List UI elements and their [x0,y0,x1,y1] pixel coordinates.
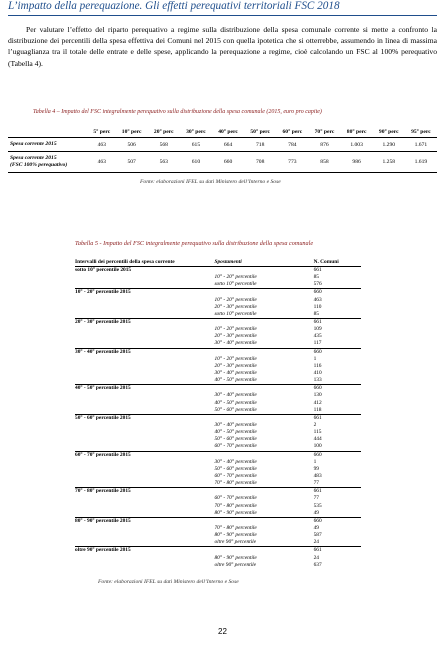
table5-move-row [75,392,361,399]
table5-move-blank [75,392,214,399]
table5-caption: Tabella 5 - Impatto del FSC integralmente perequativo sulla distribuzione della spesa comunale [75,240,314,247]
table5-group-blank [214,547,295,555]
table5-header-row [75,258,361,267]
table5-group-row [75,318,361,326]
table4-header-cell: 50° perc [244,126,276,138]
table5-move-blank [75,562,214,569]
table5-move-blank [75,281,214,289]
table5-move-blank [75,443,214,451]
table5-move-count: 412 [313,399,322,406]
table5-move-label: 40° - 50° percentile [214,377,257,384]
table5-source: Fonte: elaborazioni IFEL su dati Ministero dell’Interno e Sose [98,579,239,585]
table5-move-row [75,311,361,319]
table5-move-row [75,443,361,451]
table4-header-cell: 95° perc [405,126,437,138]
table5-move-blank [75,304,214,311]
table5-group-label: 10° - 20° percentile 2015 [75,289,214,297]
table4-cell: 664 [212,138,244,152]
table5-move-blank [75,274,214,281]
table4-cell: 660 [212,152,244,173]
table5-move-label: 60° - 70° percentile [214,473,257,479]
table5-move-row [75,495,361,502]
table5-move-label: 80° - 90° percentile [214,554,257,561]
table5-move-label: 30° - 40° percentile [214,392,257,399]
table5-group-total: 660 [296,385,361,393]
table5-move-blank [75,532,214,539]
section-title: L’impatto della perequazione. Gli effetti perequativi territoriali FSC 2018 [8,0,340,12]
table4-cell: 1.003 [341,138,373,152]
table4-row-label-line: Spesa corrente 2015 [10,141,57,147]
table5-move-count: 117 [313,340,322,347]
table5-move-label: 50° - 60° percentile [214,406,257,413]
table5-move-count: 85 [313,274,319,281]
table5-group-row [75,547,361,555]
table5-group-blank [214,289,295,297]
table5-move-count: 637 [313,561,322,568]
table5-group-row [75,289,361,297]
table5-move-label: 70° - 80° percentile [214,524,257,531]
table4-header-blank [8,126,88,138]
table4-cell: 784 [276,138,308,152]
table4-cell: 1.258 [373,152,405,173]
table4-row-label-sub: (FSC 100% perequativo) [10,162,68,168]
table4-row [8,152,437,173]
table4-cell: 876 [308,138,340,152]
table4-row-label [8,138,88,152]
table5-move-count: 116 [313,362,322,369]
table5-move-blank [75,333,214,340]
table4-cell: 1.619 [405,152,437,173]
table5-move-blank [75,356,214,363]
table4-cell: 563 [148,152,180,173]
table5-move-row [75,400,361,407]
table4 [8,126,437,173]
table5-move-label: 10° - 20° percentile [214,274,257,281]
table5-header-cell: Intervalli dei percentili della spesa corrente [75,258,214,267]
table5-group-label: oltre 90° percentile 2015 [75,547,214,555]
table4-header-cell: 30° perc [180,126,212,138]
table5-move-count: 99 [313,465,319,472]
table5-move-blank [75,422,214,429]
table5-move-label: 10° - 20° percentile [214,296,257,303]
table5-move-blank [75,554,214,561]
table5-move-blank [75,480,214,488]
table5-move-label: 60° - 70° percentile [214,443,257,450]
table5-move-label: 20° - 30° percentile [214,333,257,340]
table5-move-blank [75,311,214,319]
table5-move-label: 50° - 60° percentile [214,436,257,443]
table5-move-label: 30° - 40° percentile [214,458,257,465]
table5-move-label: 80° - 90° percentile [214,532,257,539]
table5-move-label: 20° - 30° percentile [214,303,257,310]
table5-move-row [75,466,361,473]
table5-group-blank [214,451,295,459]
table5-move-blank [75,495,214,502]
table4-cell: 615 [180,138,212,152]
table5-group-blank [214,414,295,422]
table5-move-label: 10° - 20° percentile [214,355,257,362]
table5-group-total: 660 [296,451,361,459]
table5-move-count: 576 [313,281,322,288]
table5-move-row [75,480,361,488]
table5-group-label: 70° - 80° percentile 2015 [75,488,214,496]
table4-header-cell: 40° perc [212,126,244,138]
table5-move-count: 1 [313,355,317,362]
table5-move-count: 77 [313,495,319,502]
table5-group-blank [214,267,295,275]
table5-move-count: 24 [313,554,319,561]
table5-move-blank [75,407,214,415]
table5-move-row [75,554,361,561]
table5-header-cell: Spostamenti [214,258,295,267]
table5-move-count: 2 [313,422,317,429]
table4-header-cell: 70° perc [308,126,340,138]
table4-cell: 568 [148,138,180,152]
table4-header-cell: 5° perc [88,126,116,138]
table5-move-count: 1 [313,458,317,465]
table5-move-blank [75,340,214,348]
table5-move-blank [75,473,214,480]
table5-move-count: 109 [313,326,322,333]
table4-cell: 506 [116,138,148,152]
table5-move-row [75,340,361,348]
table5-group-total: 661 [296,414,361,422]
table5-move-row [75,459,361,466]
table5-move-count: 85 [313,310,319,317]
table5-move-row [75,539,361,547]
table5-move-count: 130 [313,392,322,399]
table5-move-label: oltre 90° percentile [214,539,257,546]
body-paragraph: Per valutare l’effetto del riparto perequativo a regime sulla distribuzione della spesa comunale corrente si mette a confronto la distribuzione dei percentili della spesa effettiva dei Comuni nel 2015 con quella ipotetica che si otterrebbe, assumendo in linea di massima l’uguaglianza tra il totale delle entrate e delle spese, applicando la perequazione a regime, cioè calcolando un FSC al 100% perequativo (Tabella 4). [8,25,437,68]
table5-move-blank [75,466,214,473]
table5 [75,258,361,569]
table5-group-label: 60° - 70° percentile 2015 [75,451,214,459]
table5-move-blank [75,429,214,436]
table4-cell: 1.671 [405,138,437,152]
table5-move-label: 60° - 70° percentile [214,495,257,502]
table5-move-blank [75,539,214,547]
table5-move-row [75,562,361,569]
table5-group-label: 20° - 30° percentile 2015 [75,318,214,326]
table4-cell: 858 [308,152,340,173]
table5-move-blank [75,370,214,377]
table4-cell: 507 [116,152,148,173]
table5-move-label: sotto 10° percentile [214,281,257,288]
table5-move-count: 115 [313,429,322,436]
table5-move-blank [75,503,214,510]
table5-move-label: 30° - 40° percentile [214,422,257,429]
table5-move-blank [75,400,214,407]
table5-move-blank [75,326,214,333]
table5-group-total: 661 [313,267,322,274]
table5-group-total: 661 [296,547,361,555]
table5-group-row [75,414,361,422]
table5-move-row [75,363,361,370]
table5-group-row [75,517,361,525]
table5-group-label: 50° - 60° percentile 2015 [75,414,214,422]
table5-move-row [75,281,361,289]
table5-group-total: 661 [296,488,361,496]
table5-move-label: 50° - 60° percentile [214,465,257,472]
table4-row [8,138,437,152]
table5-move-count: 463 [313,296,322,303]
table4-row-label-line: Spesa corrente 2015 [10,155,57,161]
table5-group-row [75,348,361,356]
table5-group-total: 660 [296,289,361,297]
table4-header-cell: 10° perc [116,126,148,138]
table5-move-row [75,525,361,532]
table5-header-cell: N. Comuni [296,258,361,267]
table5-group-row [75,267,361,275]
table5-move-label: 70° - 80° percentile [214,502,257,509]
table5-move-blank [75,436,214,443]
table4-header-cell: 60° perc [276,126,308,138]
table4-cell: 708 [244,152,276,173]
table5-group-total: 660 [296,517,361,525]
table5-move-count: 24 [313,539,319,546]
table5-group-label: 80° - 90° percentile 2015 [75,517,214,525]
table5-move-count: 100 [313,443,322,450]
table5-group-label: 40° - 50° percentile 2015 [75,385,214,393]
table5-move-blank [75,377,214,385]
table5-move-label: 20° - 30° percentile [214,362,257,369]
table5-move-label: 10° - 20° percentile [214,326,257,333]
table5-move-blank [75,525,214,532]
table5-move-row [75,510,361,518]
table4-cell: 718 [244,138,276,152]
table5-move-count: 133 [313,377,322,384]
table4-cell: 463 [88,138,116,152]
table5-move-count: 110 [313,303,322,310]
table5-move-blank [75,459,214,466]
table5-group-row [75,451,361,459]
table5-move-row [75,304,361,311]
table5-move-row [75,356,361,363]
table5-move-count: 77 [313,480,319,487]
table5-move-blank [75,363,214,370]
table5-move-count: 483 [313,473,322,479]
table5-move-count: 118 [313,406,322,413]
table5-group-blank [214,517,295,525]
table4-cell: 773 [276,152,308,173]
page-number: 22 [218,627,227,636]
table5-group-total: 661 [296,318,361,326]
table5-move-label: sotto 10° percentile [214,310,257,317]
table5-move-count: 49 [313,509,319,516]
table5-move-blank [75,510,214,518]
table5-move-label: oltre 90° percentile [214,561,257,568]
table5-move-row [75,473,361,480]
table5-move-row [75,503,361,510]
table4-cell: 986 [341,152,373,173]
table5-move-label: 40° - 50° percentile [214,429,257,436]
table5-group-label: sotto 10° percentile 2015 [75,267,132,274]
table5-group-total: 660 [296,348,361,356]
table4-caption: Tabella 4 – Impatto del FSC integralmente perequativo sulla distribuzione della spesa comunale (2015, euro pro capite) [33,109,322,115]
table5-move-count: 410 [313,370,322,377]
table4-header-row [8,126,437,138]
table4-cell: 610 [180,152,212,173]
table5-move-label: 30° - 40° percentile [214,340,257,347]
table5-move-label: 40° - 50° percentile [214,399,257,406]
table5-move-count: 49 [313,524,319,531]
table5-move-count: 587 [313,532,322,539]
table5-move-row [75,377,361,385]
table4-row-label [8,152,88,173]
table5-move-count: 535 [313,502,322,509]
table5-group-blank [214,348,295,356]
table5-move-label: 70° - 80° percentile [214,480,257,487]
table4-cell: 463 [88,152,116,173]
table4-header-cell: 20° perc [148,126,180,138]
table5-move-row [75,407,361,415]
table5-move-label: 30° - 40° percentile [214,370,257,377]
table4-header-cell: 80° perc [341,126,373,138]
table5-move-blank [75,297,214,304]
table4-header-cell: 90° perc [373,126,405,138]
table4-cell: 1.290 [373,138,405,152]
table5-move-count: 435 [313,333,322,340]
table5-move-row [75,297,361,304]
table5-group-blank [214,318,295,326]
table5-move-count: 444 [313,436,322,443]
table5-group-label: 30° - 40° percentile 2015 [75,348,214,356]
table4-source: Fonte: elaborazioni IFEL su dati Ministero dell’Interno e Sose [140,179,281,185]
table5-move-label: 80° - 90° percentile [214,509,257,516]
title-divider [8,15,437,16]
